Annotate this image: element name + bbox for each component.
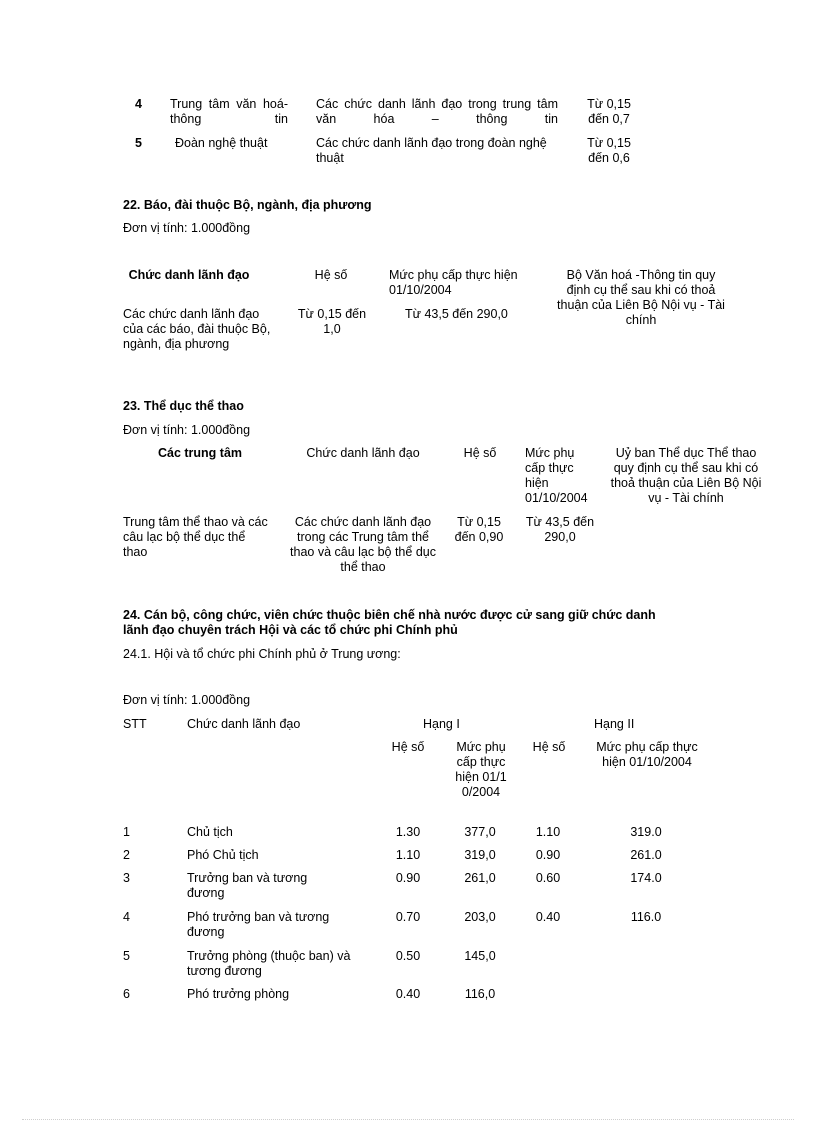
- section-24-unit: Đơn vị tính: 1.000đồng: [123, 693, 251, 707]
- sec24-row-3-amount2: 174.0: [630, 871, 662, 885]
- section-24-subtitle: 24.1. Hội và tổ chức phi Chính phủ ở Trung ương:: [123, 647, 401, 661]
- sec24-row-5-coef1: 0.50: [395, 949, 421, 963]
- sec24-row-5-position: Trưởng phòng (thuộc ban) và tương đương: [187, 949, 351, 978]
- sec23-header-center: Các trung tâm: [157, 446, 243, 460]
- sec24-row-1-position: Chủ tịch: [187, 825, 233, 839]
- sec22-row-amount: Từ 43,5 đến 290,0: [405, 307, 508, 321]
- sec24-row-3-coef2: 0.60: [535, 871, 561, 885]
- sec23-row-coef: Từ 0,15 đến 0,90: [454, 515, 504, 544]
- sec24-row-2-coef1: 1.10: [395, 848, 421, 862]
- sec24-row-6-stt: 6: [123, 987, 130, 1001]
- sec24-row-3-coef1: 0.90: [395, 871, 421, 885]
- sec24-row-3-amount1: 261,0: [464, 871, 496, 885]
- sec24-row-4-stt: 4: [123, 910, 130, 924]
- sec24-header-coef1: Hệ số: [391, 740, 425, 754]
- section-22-unit: Đơn vị tính: 1.000đồng: [123, 221, 251, 235]
- row-5-stt: 5: [135, 136, 142, 150]
- sec24-row-4-position: Phó trưởng ban và tương đương: [187, 910, 330, 939]
- sec24-header-amount1: Mức phụ cấp thực hiện 01/10/2004: [455, 740, 507, 799]
- sec23-header-coef: Hệ số: [463, 446, 497, 460]
- sec22-header-amount: Mức phụ cấp thực hiện 01/10/2004: [389, 268, 518, 297]
- sec23-row-amount: Từ 43,5 đến 290,0: [525, 515, 595, 544]
- sec24-row-4-coef2: 0.40: [535, 910, 561, 924]
- sec24-row-4-coef1: 0.70: [395, 910, 421, 924]
- sec24-row-1-coef2: 1.10: [535, 825, 561, 839]
- sec24-row-2-position: Phó Chủ tịch: [187, 848, 259, 862]
- sec24-row-3-stt: 3: [123, 871, 130, 885]
- sec22-row-position: Các chức danh lãnh đạo của các báo, đài thuộc Bộ, ngành, địa phương: [123, 307, 271, 351]
- sec23-row-position: Các chức danh lãnh đạo trong các Trung tâm thể thao và câu lạc bộ thể dục thể thao: [290, 515, 436, 574]
- section-24-title: 24. Cán bộ, công chức, viên chức thuộc biên chế nhà nước được cử sang giữ chức danh lãnh đạo chuyên trách Hội và các tổ chức phi Chính phủ: [123, 608, 656, 637]
- sec24-row-1-amount1: 377,0: [464, 825, 496, 839]
- section-23-title: 23. Thể dục thể thao: [123, 399, 244, 413]
- row-5-unit: Đoàn nghệ thuật: [175, 136, 268, 150]
- row-4-stt: 4: [135, 97, 142, 111]
- sec24-row-1-coef1: 1.30: [395, 825, 421, 839]
- sec23-header-amount: Mức phụ cấp thực hiện 01/10/2004: [525, 446, 588, 505]
- row-4-position: Các chức danh lãnh đạo trong trung tâm văn hóa – thông tin: [316, 97, 558, 126]
- sec23-header-note: Uỷ ban Thể dục Thể thao quy định cụ thể sau khi có thoả thuận của Liên Bộ Nội vụ - Tài chính: [610, 446, 762, 505]
- row-5-position: Các chức danh lãnh đạo trong đoàn nghệ thuật: [316, 136, 547, 165]
- section-22-title: 22. Báo, đài thuộc Bộ, ngành, địa phương: [123, 198, 372, 212]
- sec24-header-stt: STT: [123, 717, 147, 731]
- sec24-row-5-amount1: 145,0: [464, 949, 496, 963]
- sec24-row-6-position: Phó trưởng phòng: [187, 987, 290, 1001]
- sec24-row-2-coef2: 0.90: [535, 848, 561, 862]
- sec24-row-6-coef1: 0.40: [395, 987, 421, 1001]
- sec23-header-position: Chức danh lãnh đạo: [306, 446, 420, 460]
- sec23-row-center: Trung tâm thể thao và các câu lạc bộ thể dục thể thao: [123, 515, 268, 559]
- sec24-header-position: Chức danh lãnh đạo: [187, 717, 301, 731]
- sec24-row-4-amount2: 116.0: [630, 910, 662, 924]
- sec24-row-4-amount1: 203,0: [464, 910, 496, 924]
- sec24-row-1-stt: 1: [123, 825, 130, 839]
- sec24-row-2-stt: 2: [123, 848, 130, 862]
- sec24-header-rank1: Hạng I: [423, 717, 460, 731]
- sec24-row-1-amount2: 319.0: [630, 825, 662, 839]
- sec24-row-6-amount1: 116,0: [464, 987, 496, 1001]
- sec24-header-rank2: Hạng II: [594, 717, 635, 731]
- sec22-row-coef: Từ 0,15 đến 1,0: [297, 307, 367, 336]
- sec24-header-coef2: Hệ số: [532, 740, 566, 754]
- sec22-header-note: Bộ Văn hoá -Thông tin quy định cụ thể sau khi có thoả thuận của Liên Bộ Nội vụ - Tài chính: [557, 268, 725, 327]
- sec24-row-2-amount1: 319,0: [464, 848, 496, 862]
- row-4-unit: Trung tâm văn hoá- thông tin: [170, 97, 288, 126]
- sec24-row-3-position: Trưởng ban và tương đương: [187, 871, 308, 900]
- row-5-coef: Từ 0,15 đến 0,6: [587, 136, 631, 165]
- sec24-row-2-amount2: 261.0: [630, 848, 662, 862]
- sec22-header-position: Chức danh lãnh đạo: [128, 268, 250, 282]
- page-bottom-divider: [22, 1119, 794, 1120]
- row-4-coef: Từ 0,15 đến 0,7: [587, 97, 631, 126]
- section-23-unit: Đơn vị tính: 1.000đồng: [123, 423, 251, 437]
- sec22-header-coef: Hệ số: [314, 268, 348, 282]
- sec24-row-5-stt: 5: [123, 949, 130, 963]
- sec24-header-amount2: Mức phụ cấp thực hiện 01/10/2004: [596, 740, 698, 769]
